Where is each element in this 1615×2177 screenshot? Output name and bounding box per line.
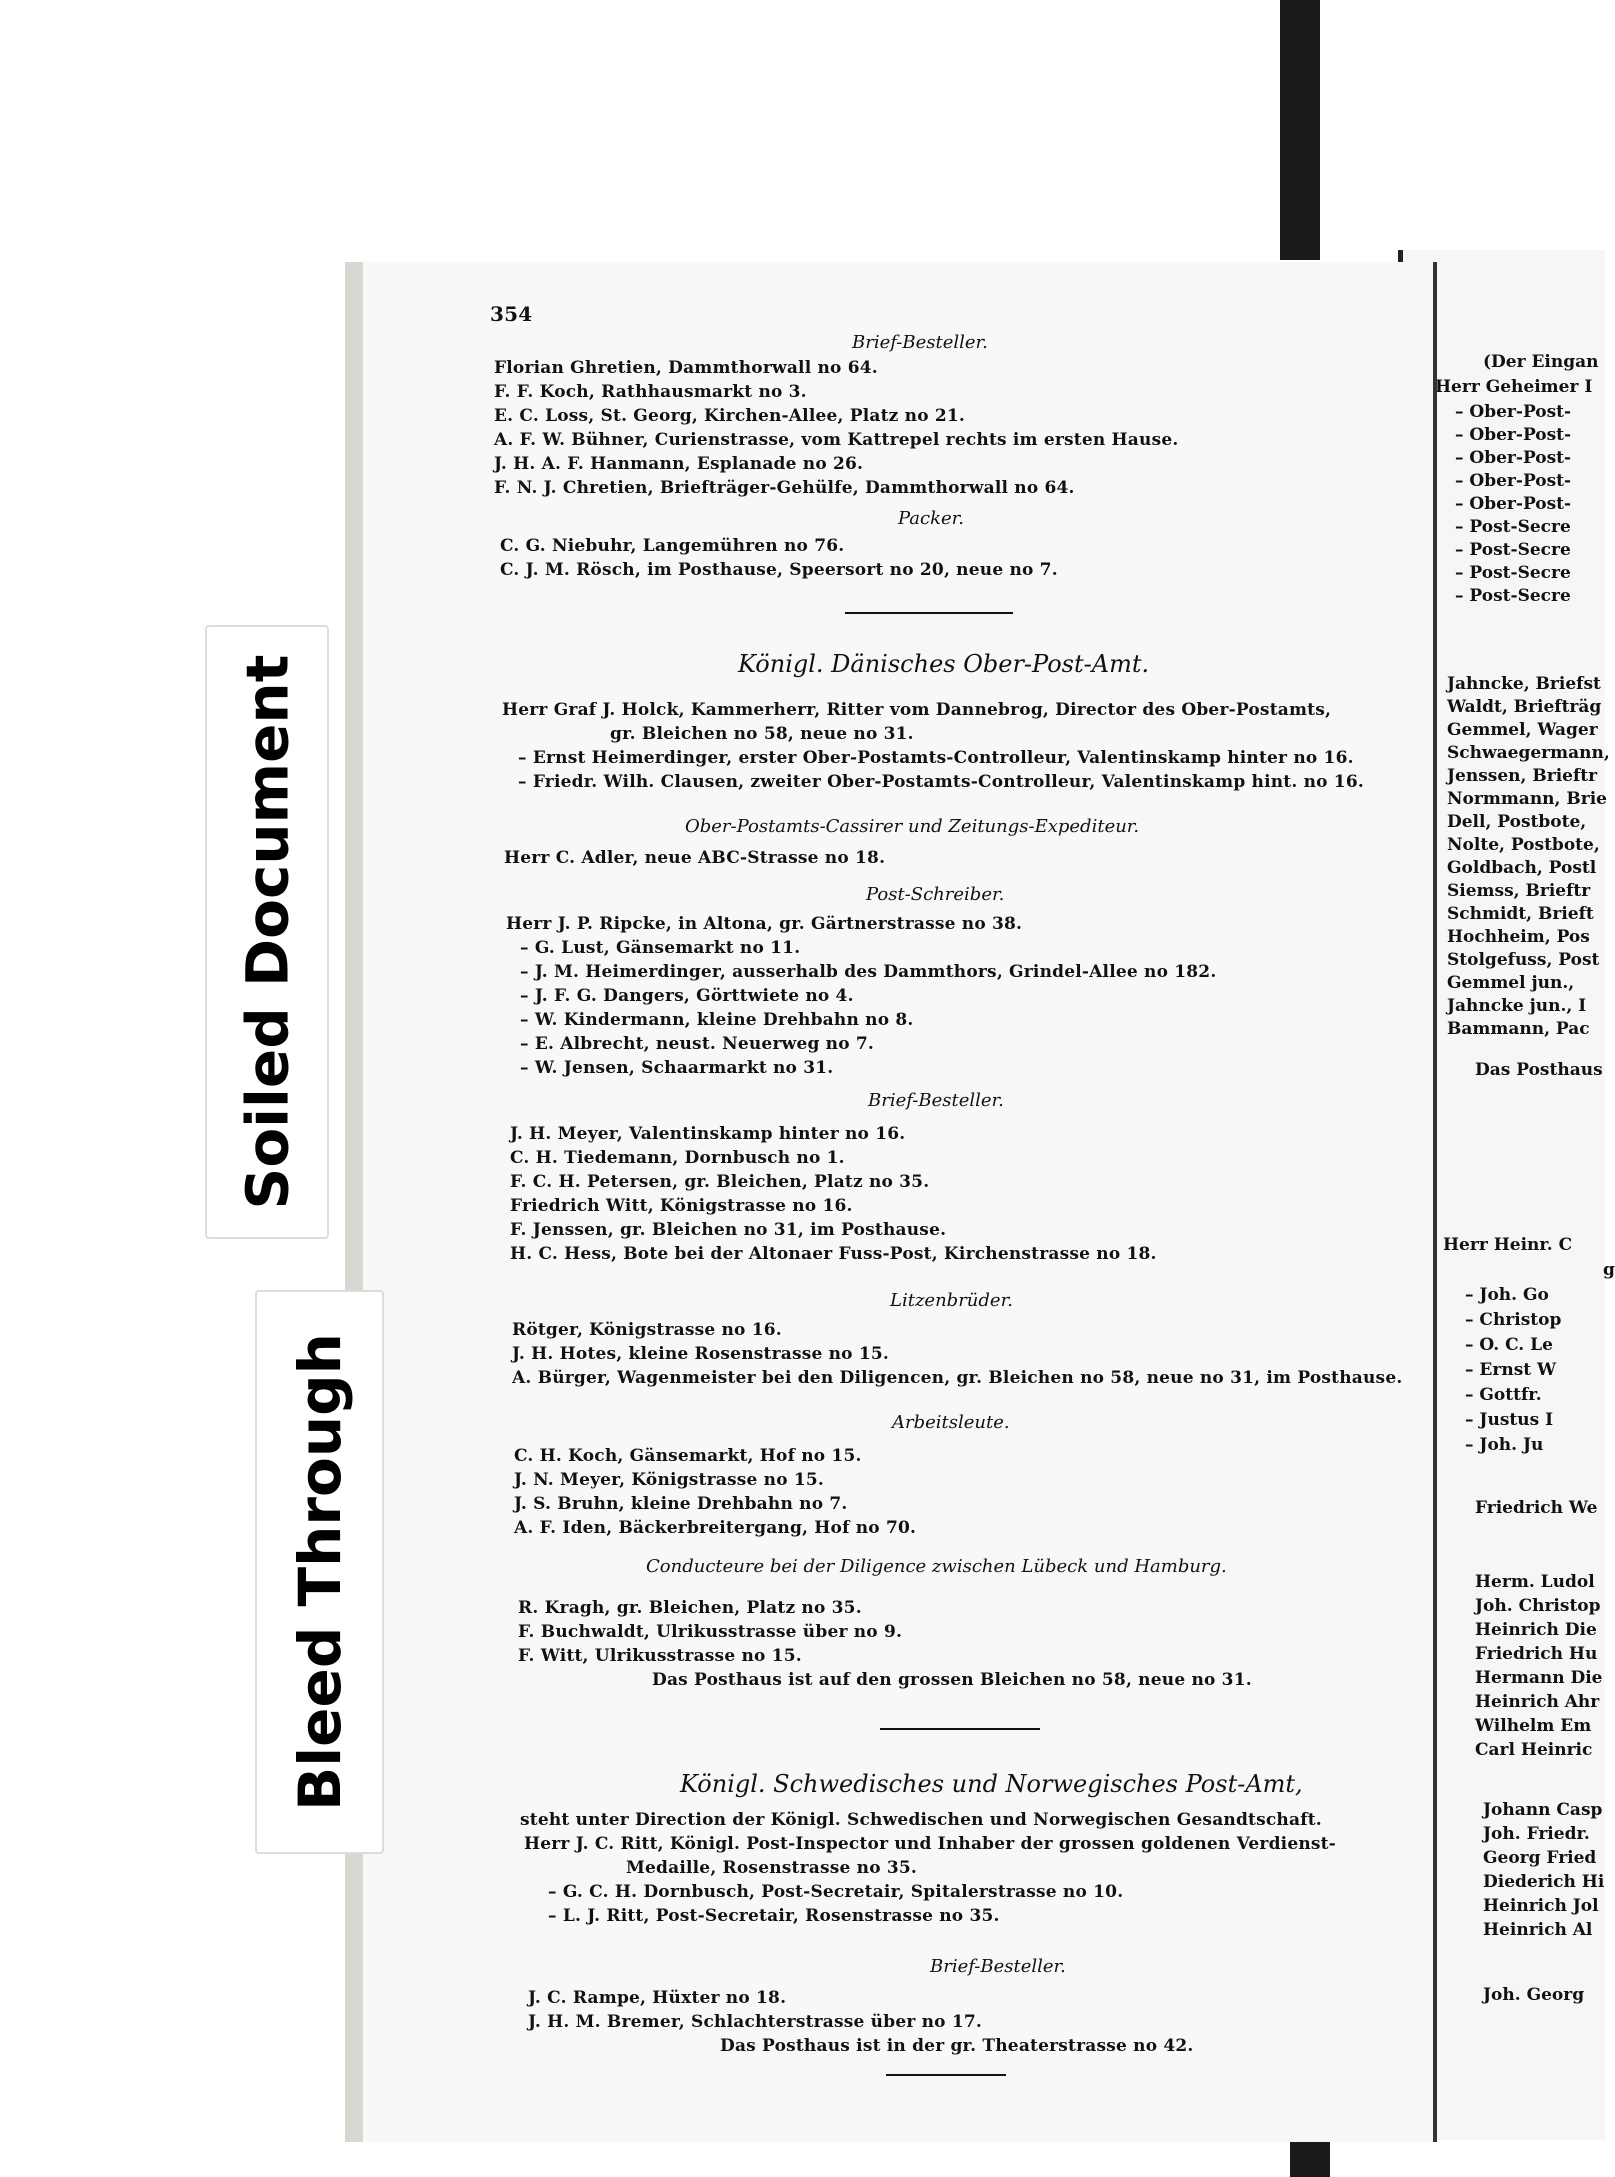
section-heading: Packer. <box>898 508 965 529</box>
rp-line: Friedrich Hu <box>1475 1644 1598 1664</box>
rp-line: Heinrich Ahr <box>1475 1692 1600 1712</box>
rp-line: Joh. Georg <box>1483 1985 1585 2005</box>
entry-line: steht unter Direction der Königl. Schwedischen und Norwegischen Gesandtschaft. <box>520 1810 1322 1830</box>
entry-line: J. H. Meyer, Valentinskamp hinter no 16. <box>510 1124 906 1144</box>
rp-line: Friedrich We <box>1475 1498 1598 1518</box>
section-heading: Conducteure bei der Diligence zwischen Lübeck und Hamburg. <box>646 1556 1227 1577</box>
rp-line: – Ober-Post- <box>1455 425 1572 445</box>
entry-line: – E. Albrecht, neust. Neuerweg no 7. <box>520 1034 875 1054</box>
section-heading: Brief-Besteller. <box>868 1090 1004 1111</box>
entry-line: – G. C. H. Dornbusch, Post-Secretair, Spitalerstrasse no 10. <box>548 1882 1124 1902</box>
rp-line: Das Posthaus <box>1475 1060 1603 1080</box>
rp-line: Bammann, Pac <box>1447 1019 1590 1039</box>
rp-line: – Ober-Post- <box>1455 471 1572 491</box>
entry-line: C. J. M. Rösch, im Posthause, Speersort no 20, neue no 7. <box>500 560 1058 580</box>
entry-line: A. F. W. Bühner, Curienstrasse, vom Kattrepel rechts im ersten Hause. <box>494 430 1179 450</box>
binding-shadow-top <box>1280 0 1320 260</box>
entry-line: Herr J. P. Ripcke, in Altona, gr. Gärtnerstrasse no 38. <box>506 914 1023 934</box>
page-number: 354 <box>490 302 533 326</box>
entry-line: J. C. Rampe, Hüxter no 18. <box>528 1988 787 2008</box>
rp-line: Herm. Ludol <box>1475 1572 1595 1592</box>
rp-line: – Ober-Post- <box>1455 494 1572 514</box>
rp-line: Joh. Christop <box>1475 1596 1601 1616</box>
rp-line: Wilhelm Em <box>1475 1716 1592 1736</box>
entry-line: F. N. J. Chretien, Briefträger-Gehülfe, Dammthorwall no 64. <box>494 478 1075 498</box>
entry-line: F. Buchwaldt, Ulrikusstrasse über no 9. <box>518 1622 903 1642</box>
posthaus-note: Das Posthaus ist auf den grossen Bleichen no 58, neue no 31. <box>652 1670 1252 1690</box>
rp-line: g <box>1603 1260 1615 1280</box>
rp-line: Jahncke, Briefst <box>1447 674 1601 694</box>
section-heading: Litzenbrüder. <box>890 1290 1013 1311</box>
rp-line: Jahncke jun., I <box>1447 996 1587 1016</box>
entry-line: J. H. M. Bremer, Schlachterstrasse über no 17. <box>528 2012 983 2032</box>
entry-line: – L. J. Ritt, Post-Secretair, Rosenstrasse no 35. <box>548 1906 1000 1926</box>
rp-line: Diederich Hi <box>1483 1872 1605 1892</box>
entry-line: Medaille, Rosenstrasse no 35. <box>626 1858 918 1878</box>
rp-line: Nolte, Postbote, <box>1447 835 1600 855</box>
entry-line: C. H. Koch, Gänsemarkt, Hof no 15. <box>514 1446 862 1466</box>
entry-line: R. Kragh, gr. Bleichen, Platz no 35. <box>518 1598 862 1618</box>
section-heading: Ober-Postamts-Cassirer und Zeitungs-Expediteur. <box>685 816 1140 837</box>
section-heading: Brief-Besteller. <box>930 1956 1066 1977</box>
divider-rule <box>845 612 1013 614</box>
entry-line: F. F. Koch, Rathhausmarkt no 3. <box>494 382 807 402</box>
entry-line: A. Bürger, Wagenmeister bei den Diligencen, gr. Bleichen no 58, neue no 31, im Posthause. <box>512 1368 1403 1388</box>
entry-line: F. C. H. Petersen, gr. Bleichen, Platz no 35. <box>510 1172 930 1192</box>
rp-line: Goldbach, Postl <box>1447 858 1597 878</box>
entry-line: Herr Graf J. Holck, Kammerherr, Ritter vom Dannebrog, Director des Ober-Postamts, <box>502 700 1332 720</box>
entry-line: C. H. Tiedemann, Dornbusch no 1. <box>510 1148 845 1168</box>
entry-line: – Ernst Heimerdinger, erster Ober-Postamts-Controlleur, Valentinskamp hinter no 16. <box>518 748 1354 768</box>
rp-line: Schmidt, Brieft <box>1447 904 1594 924</box>
rp-line: Normmann, Brie <box>1447 789 1607 809</box>
entry-line: Florian Ghretien, Dammthorwall no 64. <box>494 358 878 378</box>
entry-line: F. Witt, Ulrikusstrasse no 15. <box>518 1646 802 1666</box>
rp-line: (Der Eingan <box>1483 352 1599 372</box>
rp-line: Heinrich Die <box>1475 1620 1597 1640</box>
rp-line: Dell, Postbote, <box>1447 812 1587 832</box>
entry-line: Rötger, Königstrasse no 16. <box>512 1320 782 1340</box>
rp-line: Georg Fried <box>1483 1848 1597 1868</box>
entry-line: H. C. Hess, Bote bei der Altonaer Fuss-Post, Kirchenstrasse no 18. <box>510 1244 1157 1264</box>
posthaus-note: Das Posthaus ist in der gr. Theaterstrasse no 42. <box>720 2036 1194 2056</box>
rp-line: Gemmel, Wager <box>1447 720 1598 740</box>
rp-line: – Christop <box>1465 1310 1562 1330</box>
rp-line: Jenssen, Brieftr <box>1447 766 1598 786</box>
section-heading: Arbeitsleute. <box>892 1412 1010 1433</box>
rp-line: – Post-Secre <box>1455 517 1571 537</box>
entry-line: C. G. Niebuhr, Langemühren no 76. <box>500 536 845 556</box>
rp-line: Schwaegermann, <box>1447 743 1610 763</box>
section-heading: Brief-Besteller. <box>852 332 988 353</box>
rp-line: – Ober-Post- <box>1455 448 1572 468</box>
entry-line: Herr C. Adler, neue ABC-Strasse no 18. <box>504 848 886 868</box>
rp-line: Heinrich Al <box>1483 1920 1593 1940</box>
rp-line: Herr Geheimer I <box>1435 377 1593 397</box>
rp-line: – Justus I <box>1465 1410 1554 1430</box>
entry-line: – W. Jensen, Schaarmarkt no 31. <box>520 1058 834 1078</box>
rp-line: Stolgefuss, Post <box>1447 950 1600 970</box>
entry-line: – Friedr. Wilh. Clausen, zweiter Ober-Postamts-Controlleur, Valentinskamp hint. no 16. <box>518 772 1364 792</box>
rp-line: Waldt, Briefträg <box>1447 697 1602 717</box>
divider-rule <box>886 2074 1006 2076</box>
rp-line: Herr Heinr. C <box>1443 1235 1573 1255</box>
rp-line: – Ober-Post- <box>1455 402 1572 422</box>
entry-line: J. H. Hotes, kleine Rosenstrasse no 15. <box>512 1344 890 1364</box>
rp-line: Joh. Friedr. <box>1483 1824 1590 1844</box>
section-heading: Post-Schreiber. <box>866 884 1005 905</box>
rp-line: – Gottfr. <box>1465 1385 1542 1405</box>
rp-line: Heinrich Jol <box>1483 1896 1599 1916</box>
bleed-through-label: Bleed Through <box>255 1290 384 1854</box>
divider-rule <box>880 1728 1040 1730</box>
rp-line: – Joh. Ju <box>1465 1435 1544 1455</box>
entry-line: J. S. Bruhn, kleine Drehbahn no 7. <box>514 1494 848 1514</box>
rp-line: Hochheim, Pos <box>1447 927 1590 947</box>
entry-line: – J. F. G. Dangers, Görttwiete no 4. <box>520 986 854 1006</box>
entry-line: – J. M. Heimerdinger, ausserhalb des Dammthors, Grindel-Allee no 182. <box>520 962 1217 982</box>
entry-line: E. C. Loss, St. Georg, Kirchen-Allee, Platz no 21. <box>494 406 966 426</box>
entry-line: – W. Kindermann, kleine Drehbahn no 8. <box>520 1010 914 1030</box>
entry-line: Herr J. C. Ritt, Königl. Post-Inspector und Inhaber der grossen goldenen Verdienst- <box>524 1834 1336 1854</box>
entry-line: – G. Lust, Gänsemarkt no 11. <box>520 938 801 958</box>
entry-line: J. H. A. F. Hanmann, Esplanade no 26. <box>494 454 864 474</box>
rp-line: Johann Casp <box>1483 1800 1603 1820</box>
rp-line: – O. C. Le <box>1465 1335 1553 1355</box>
rp-line: Carl Heinric <box>1475 1740 1593 1760</box>
rp-line: Siemss, Brieftr <box>1447 881 1591 901</box>
rp-line: – Post-Secre <box>1455 540 1571 560</box>
rp-line: – Post-Secre <box>1455 586 1571 606</box>
entry-line: gr. Bleichen no 58, neue no 31. <box>610 724 914 744</box>
rp-line: Gemmel jun., <box>1447 973 1575 993</box>
entry-line: Friedrich Witt, Königstrasse no 16. <box>510 1196 853 1216</box>
section-title: Königl. Schwedisches und Norwegisches Post-Amt, <box>680 1770 1303 1798</box>
entry-line: F. Jenssen, gr. Bleichen no 31, im Posthause. <box>510 1220 947 1240</box>
entry-line: J. N. Meyer, Königstrasse no 15. <box>514 1470 825 1490</box>
rp-line: – Ernst W <box>1465 1360 1557 1380</box>
rp-line: Hermann Die <box>1475 1668 1603 1688</box>
entry-line: A. F. Iden, Bäckerbreitergang, Hof no 70. <box>514 1518 917 1538</box>
soiled-document-label: Soiled Document <box>205 625 329 1239</box>
rp-line: – Joh. Go <box>1465 1285 1549 1305</box>
rp-line: – Post-Secre <box>1455 563 1571 583</box>
section-title: Königl. Dänisches Ober-Post-Amt. <box>738 650 1150 678</box>
